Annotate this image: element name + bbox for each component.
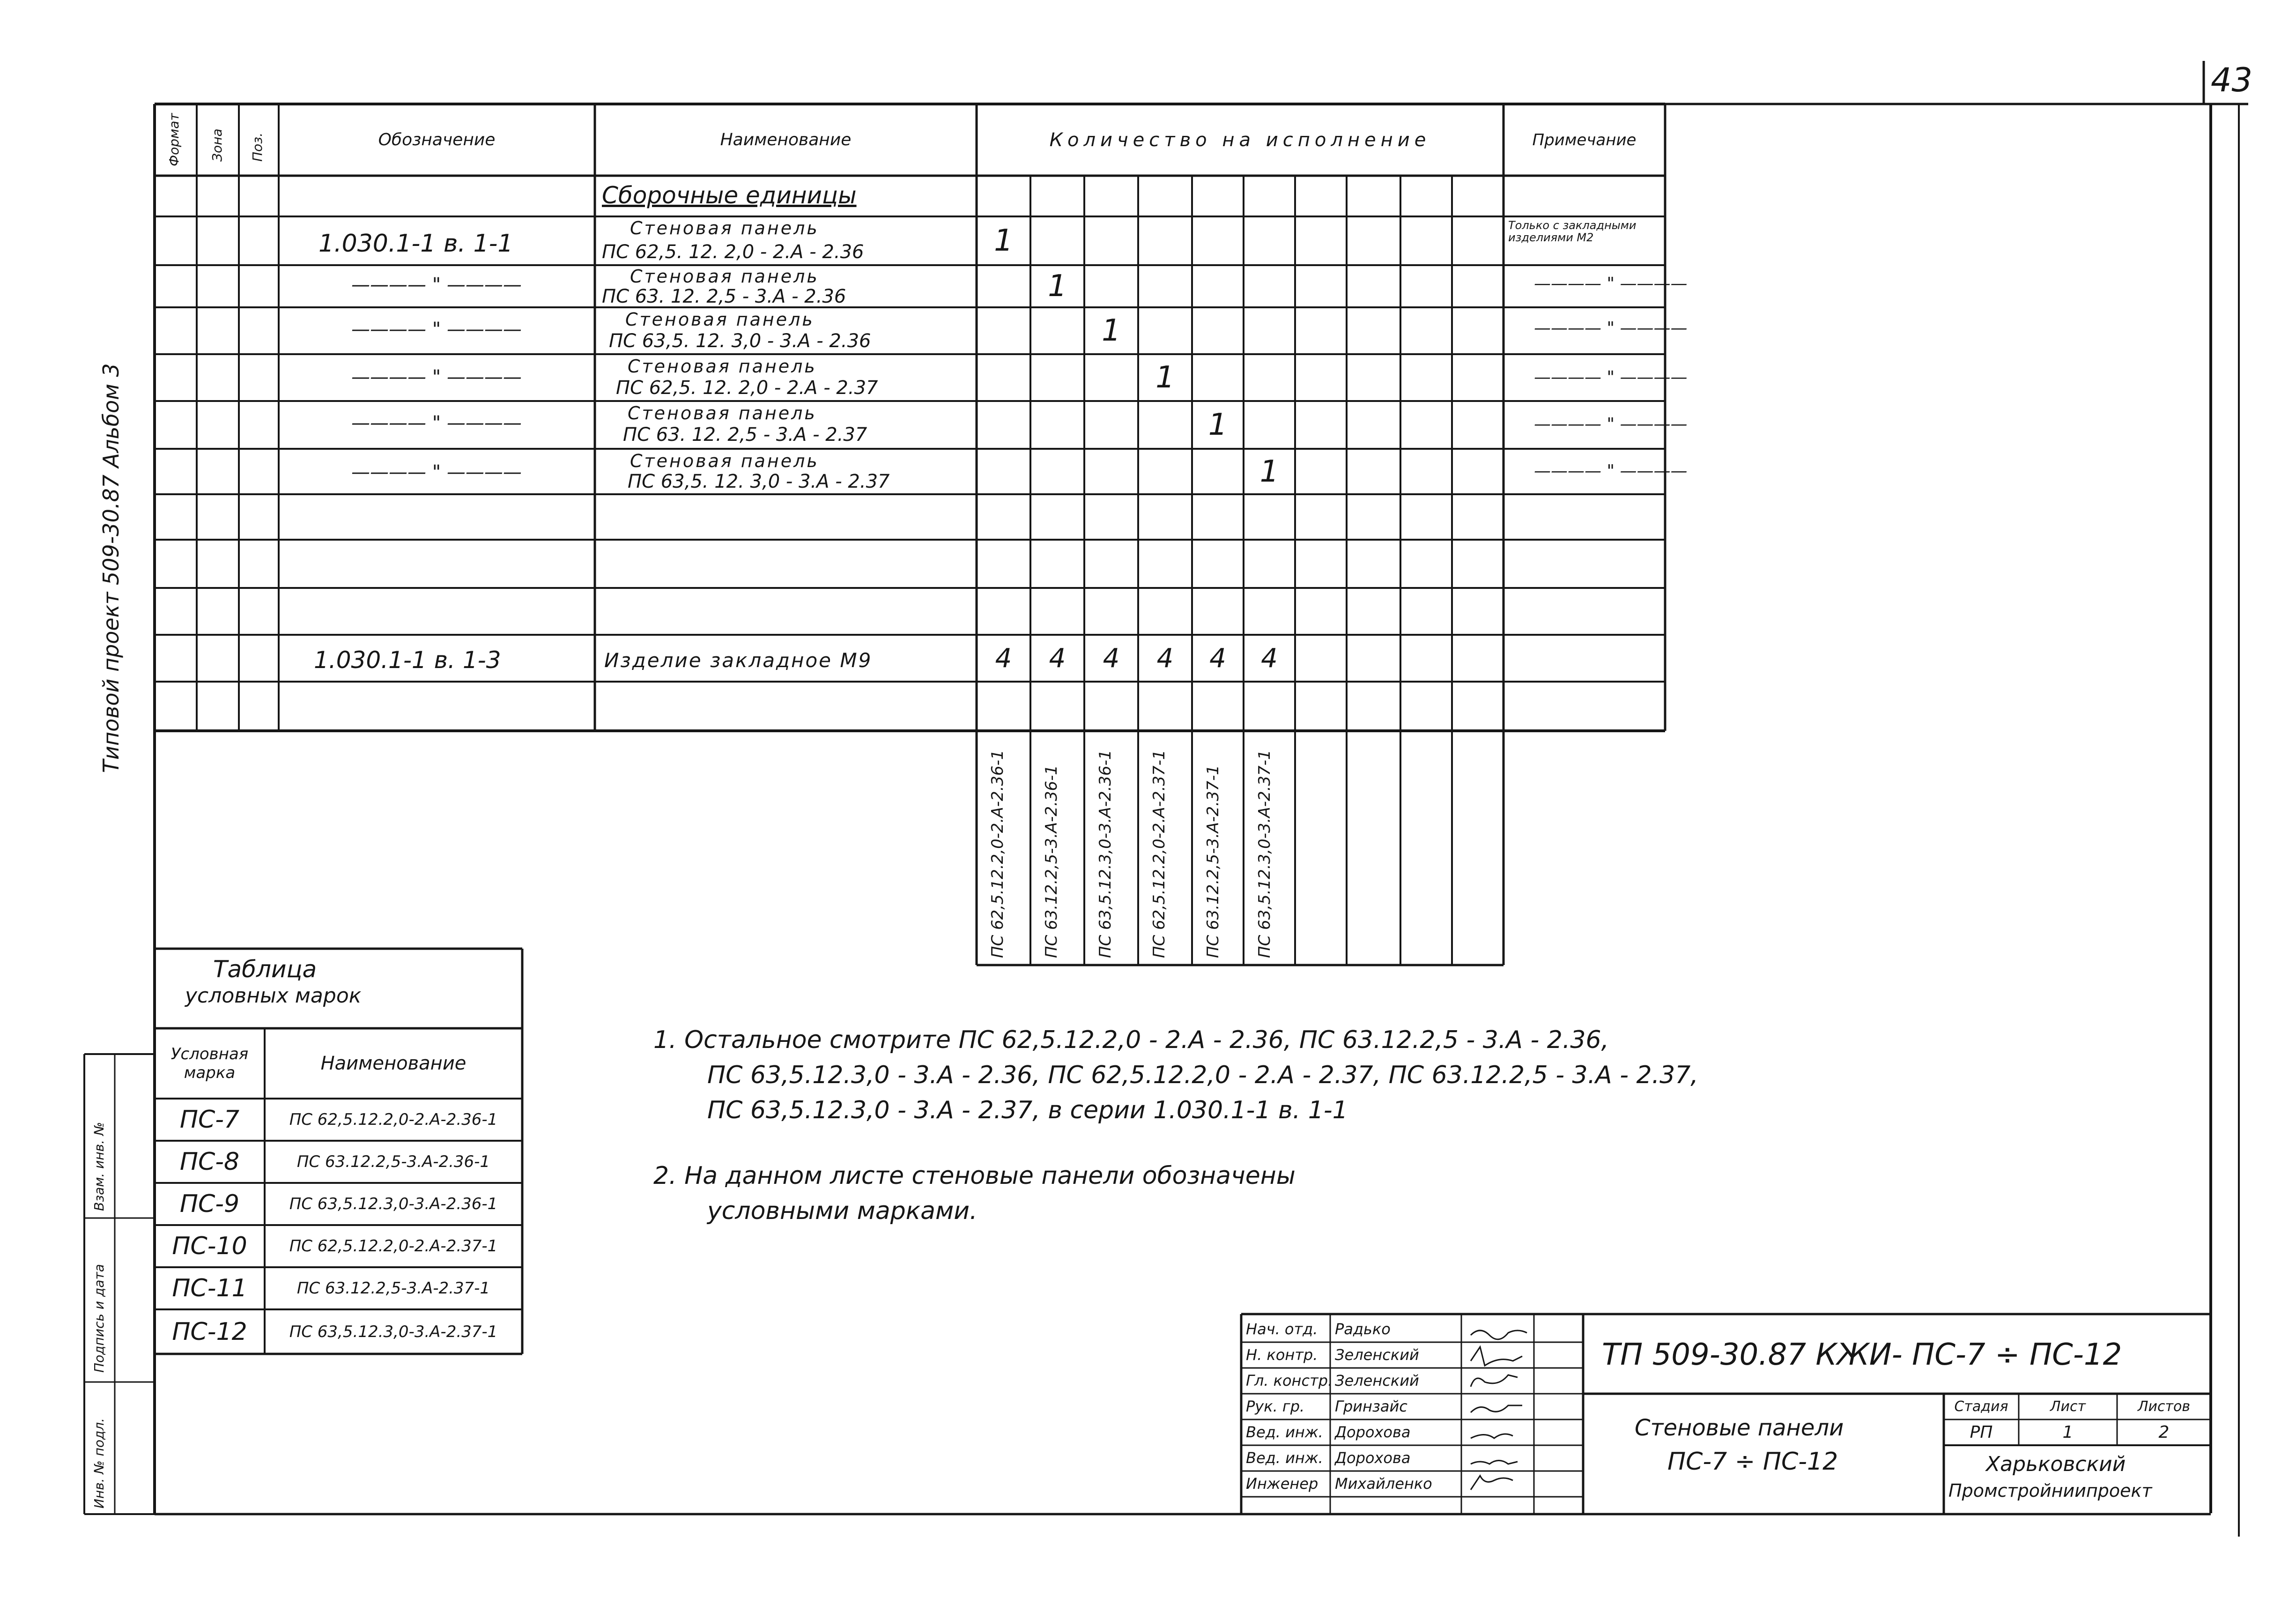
embedded-name: Изделие закладное М9 bbox=[604, 649, 873, 672]
section-title: Сборочные единицы bbox=[602, 182, 857, 209]
row-name-line2: ПС 63. 12. 2,5 - 3.А - 2.37 bbox=[623, 424, 867, 446]
row-name-line2: ПС 63,5. 12. 3,0 - 3.А - 2.36 bbox=[609, 330, 871, 352]
stamp-podpis-data: Подпись и дата bbox=[91, 1264, 107, 1373]
marks-title-line2: условных марок bbox=[185, 984, 362, 1008]
column-label: ПС 62,5.12.2,0-2.А-2.36-1 bbox=[988, 750, 1007, 958]
row-designation: ———— " ———— bbox=[351, 412, 522, 434]
mark-cell: ПС-7 bbox=[179, 1106, 240, 1134]
row-name-line1: Стеновая панель bbox=[625, 309, 815, 330]
qty-cell: 1 bbox=[1155, 360, 1175, 395]
mark-name-cell: ПС 63.12.2,5-3.А-2.37-1 bbox=[296, 1279, 490, 1298]
row-designation: ———— " ———— bbox=[351, 366, 522, 388]
tb-sheet-title-line1: Стеновые панели bbox=[1635, 1415, 1844, 1441]
mark-cell: ПС-12 bbox=[172, 1317, 247, 1346]
tb-name: Михайленко bbox=[1335, 1475, 1432, 1493]
row-note: ———— " ———— bbox=[1534, 368, 1688, 387]
column-label: ПС 63,5.12.3,0-3.А-2.37-1 bbox=[1255, 750, 1274, 958]
qty-cell: 1 bbox=[1048, 269, 1067, 304]
header-zone: Зона bbox=[209, 128, 225, 162]
note-2-line1: 2. На данном листе стеновые панели обозначены bbox=[653, 1162, 1296, 1190]
header-format: Формат bbox=[166, 113, 182, 166]
row-name-line1: Стеновая панель bbox=[628, 403, 817, 424]
page-number: 43 bbox=[2211, 61, 2253, 99]
tb-sheets: 2 bbox=[2158, 1423, 2170, 1442]
mark-name-cell: ПС 62,5.12.2,0-2.А-2.36-1 bbox=[289, 1110, 498, 1129]
header-name: Наименование bbox=[720, 130, 852, 149]
tb-sheet: 1 bbox=[2062, 1423, 2074, 1442]
row-name-line2: ПС 62,5. 12. 2,0 - 2.А - 2.36 bbox=[602, 241, 864, 263]
embedded-qty: 4 bbox=[1261, 643, 1278, 674]
stamp-inv-podl: Инв. № подл. bbox=[91, 1418, 107, 1508]
note-1-line1: 1. Остальное смотрите ПС 62,5.12.2,0 - 2.А - 2.36, ПС 63.12.2,5 - 3.А - 2.36, bbox=[653, 1026, 1609, 1054]
tb-name: Гринзайс bbox=[1335, 1397, 1407, 1415]
marks-col-mark: Условная марка bbox=[170, 1045, 249, 1082]
column-label: ПС 63,5.12.3,0-3.А-2.36-1 bbox=[1096, 750, 1115, 958]
mark-name-cell: ПС 63,5.12.3,0-3.А-2.36-1 bbox=[289, 1195, 498, 1213]
row-designation: 1.030.1-1 в. 1-1 bbox=[318, 230, 513, 258]
header-quantity: Количество на исполнение bbox=[1049, 129, 1431, 151]
tb-sheets-label: Листов bbox=[2137, 1398, 2191, 1415]
row-note: ———— " ———— bbox=[1534, 274, 1688, 293]
column-label: ПС 63.12.2,5-3.А-2.36-1 bbox=[1042, 765, 1061, 958]
row-name-line1: Стеновая панель bbox=[630, 451, 819, 471]
row-designation: ———— " ———— bbox=[351, 319, 522, 340]
embedded-qty: 4 bbox=[995, 643, 1012, 674]
tb-sheet-title-line2: ПС-7 ÷ ПС-12 bbox=[1667, 1448, 1838, 1476]
tb-org-line1: Харьковский bbox=[1986, 1452, 2126, 1476]
qty-cell: 1 bbox=[1259, 454, 1279, 489]
tb-stage-label: Стадия bbox=[1954, 1398, 2008, 1415]
tb-role: Рук. гр. bbox=[1246, 1397, 1305, 1415]
row-note: Только с закладными изделиями М2 bbox=[1508, 219, 1637, 244]
tb-sheet-label: Лист bbox=[2050, 1398, 2086, 1415]
row-designation: ———— " ———— bbox=[351, 461, 522, 483]
header-designation: Обозначение bbox=[378, 130, 496, 149]
tb-name: Дорохова bbox=[1335, 1449, 1411, 1467]
note-1-line3: ПС 63,5.12.3,0 - 3.А - 2.37, в серии 1.030.1-1 в. 1-1 bbox=[707, 1096, 1348, 1124]
note-2-line2: условными марками. bbox=[707, 1197, 978, 1225]
column-label: ПС 62,5.12.2,0-2.А-2.37-1 bbox=[1150, 750, 1169, 958]
mark-name-cell: ПС 63,5.12.3,0-3.А-2.37-1 bbox=[289, 1322, 498, 1341]
row-designation: ———— " ———— bbox=[351, 274, 522, 296]
row-name-line1: Стеновая панель bbox=[630, 218, 819, 238]
tb-name: Зеленский bbox=[1335, 1372, 1419, 1390]
header-note: Примечание bbox=[1532, 130, 1637, 149]
row-name-line2: ПС 62,5. 12. 2,0 - 2.А - 2.37 bbox=[616, 377, 878, 399]
column-label: ПС 63.12.2,5-3.А-2.37-1 bbox=[1204, 765, 1222, 958]
signatures bbox=[1471, 1330, 1527, 1490]
mark-name-cell: ПС 62,5.12.2,0-2.А-2.37-1 bbox=[289, 1237, 498, 1256]
tb-role: Гл. констр. bbox=[1246, 1372, 1333, 1390]
qty-cell: 1 bbox=[1208, 408, 1228, 442]
note-1-line2: ПС 63,5.12.3,0 - 3.А - 2.36, ПС 62,5.12.2,0 - 2.А - 2.37, ПС 63.12.2,5 - 3.А - 2.37, bbox=[707, 1061, 1698, 1089]
qty-cell: 1 bbox=[1102, 313, 1121, 348]
qty-cell: 1 bbox=[994, 223, 1013, 258]
embedded-qty: 4 bbox=[1049, 643, 1066, 674]
mark-cell: ПС-11 bbox=[172, 1274, 247, 1302]
embedded-qty: 4 bbox=[1209, 643, 1226, 674]
tb-name: Радько bbox=[1335, 1320, 1391, 1338]
embedded-qty: 4 bbox=[1156, 643, 1174, 674]
mark-cell: ПС-9 bbox=[179, 1190, 240, 1218]
tb-name: Зеленский bbox=[1335, 1346, 1419, 1364]
mark-cell: ПС-10 bbox=[172, 1232, 247, 1260]
tb-code: ТП 509-30.87 КЖИ- ПС-7 ÷ ПС-12 bbox=[1602, 1338, 2122, 1372]
mark-cell: ПС-8 bbox=[179, 1148, 240, 1176]
margin-project-label: Типовой проект 509-30.87 Альбом 3 bbox=[98, 363, 124, 773]
row-name-line2: ПС 63,5. 12. 3,0 - 3.А - 2.37 bbox=[628, 471, 890, 492]
embedded-designation: 1.030.1-1 в. 1-3 bbox=[314, 646, 501, 674]
tb-role: Нач. отд. bbox=[1246, 1320, 1318, 1338]
tb-role: Вед. инж. bbox=[1246, 1423, 1323, 1441]
tb-role: Инженер bbox=[1246, 1475, 1318, 1493]
tb-role: Вед. инж. bbox=[1246, 1449, 1323, 1467]
row-note: ———— " ———— bbox=[1534, 415, 1688, 434]
header-pos: Поз. bbox=[250, 133, 265, 162]
row-note: ———— " ———— bbox=[1534, 461, 1688, 481]
marks-title-line1: Таблица bbox=[213, 956, 317, 983]
tb-org-line2: Промстройниипроект bbox=[1948, 1480, 2152, 1501]
row-name-line1: Стеновая панель bbox=[630, 266, 819, 287]
tb-name: Дорохова bbox=[1335, 1423, 1411, 1441]
marks-col-name: Наименование bbox=[320, 1053, 467, 1074]
row-name-line1: Стеновая панель bbox=[628, 356, 817, 377]
stamp-vzam-inv: Взам. инв. № bbox=[91, 1122, 107, 1211]
tb-role: Н. контр. bbox=[1246, 1346, 1318, 1364]
mark-name-cell: ПС 63.12.2,5-3.А-2.36-1 bbox=[296, 1152, 490, 1171]
tb-stage: РП bbox=[1970, 1423, 1993, 1442]
row-name-line2: ПС 63. 12. 2,5 - 3.А - 2.36 bbox=[602, 286, 846, 307]
embedded-qty: 4 bbox=[1103, 643, 1120, 674]
row-note: ———— " ———— bbox=[1534, 319, 1688, 338]
